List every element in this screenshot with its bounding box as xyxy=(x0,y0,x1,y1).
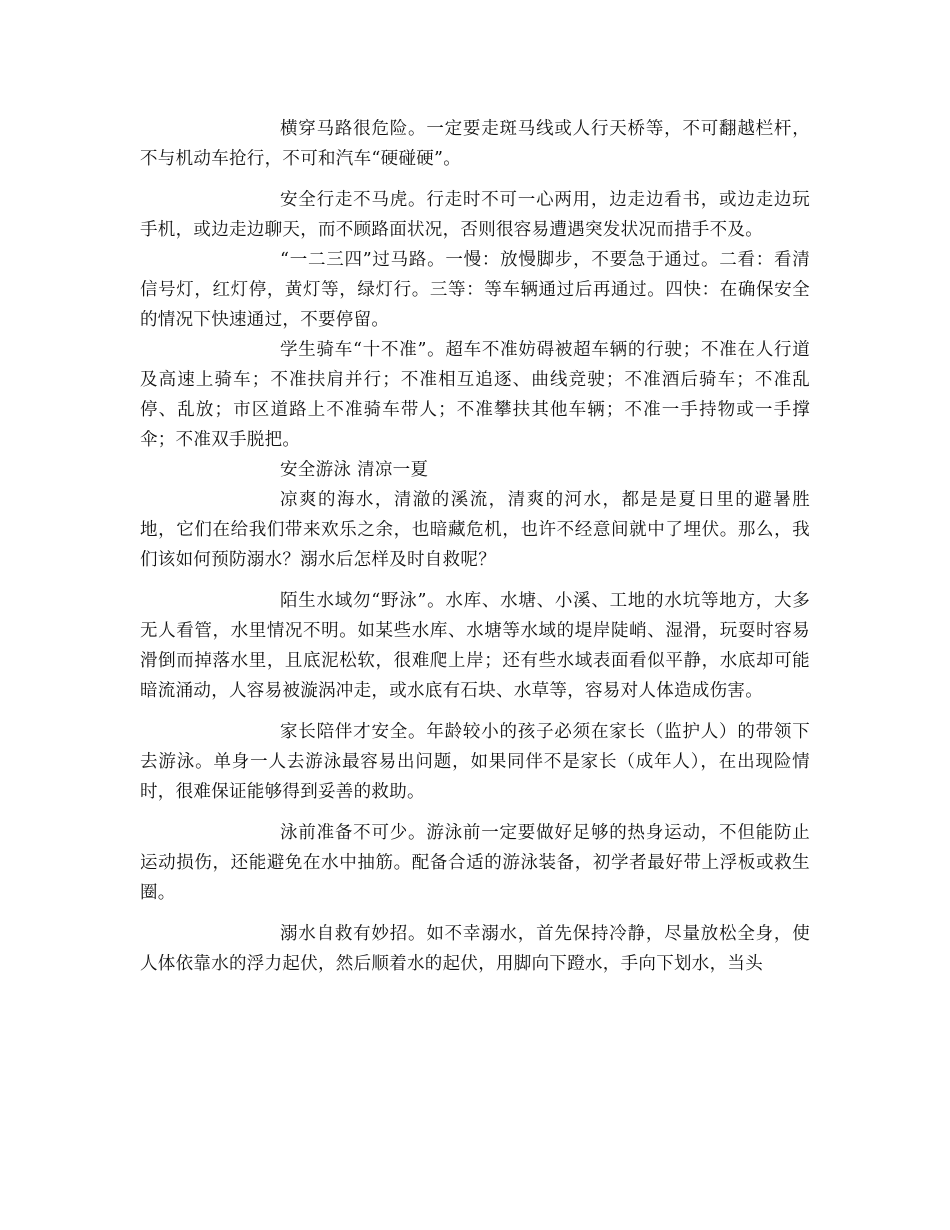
paragraph-wild-swimming: 陌生水域勿“野泳”。水库、水塘、小溪、工地的水坑等地方，大多无人看管，水里情况不明。如某些水库、水塘等水域的堤岸陡峭、湿滑，玩耍时容易滑倒而掉落水里，且底泥松软，很难爬上岸；还有些水域表面看似平静，水底却可能暗流涌动，人容易被漩涡冲走，或水底有石块、水草等，容易对人体造成伤害。 xyxy=(140,591,810,701)
paragraph-preparation: 泳前准备不可少。游泳前一定要做好足够的热身运动，不但能防止运动损伤，还能避免在水中抽筋。配备合适的游泳装备，初学者最好带上浮板或救生圈。 xyxy=(140,823,810,903)
document-body xyxy=(140,114,810,979)
paragraph-walking-safety: 安全行走不马虎。行走时不可一心两用，边走边看书，或边走边玩手机，或边走边聊天，而不顾路面状况，否则很容易遭遇突发状况而措手不及。 xyxy=(140,190,810,240)
paragraph-self-rescue: 溺水自救有妙招。如不幸溺水，首先保持冷静，尽量放松全身，使人体依靠水的浮力起伏，然后顺着水的起伏，用脚向下蹬水，手向下划水，当头 xyxy=(140,924,810,974)
paragraph-swimming-intro: 凉爽的海水，清澈的溪流，清爽的河水，都是是夏日里的避暑胜地，它们在给我们带来欢乐之余，也暗藏危机，也许不经意间就中了埋伏。那么，我们该如何预防溺水？溺水后怎样及时自救呢？ xyxy=(140,490,810,570)
section-heading-swimming: 安全游泳 清凉一夏 xyxy=(280,460,429,480)
paragraph-cycling-rules: 学生骑车“十不准”。超车不准妨碍被超车辆的行驶；不准在人行道及高速上骑车；不准扶肩并行；不准相互追逐、曲线竞驶；不准酒后骑车；不准乱停、乱放；市区道路上不准骑车带人；不准攀扶其他车辆；不准一手持物或一手撑伞；不准双手脱把。 xyxy=(140,340,810,450)
paragraph-parent-company: 家长陪伴才安全。年龄较小的孩子必须在家长（监护人）的带领下去游泳。单身一人去游泳最容易出问题，如果同伴不是家长（成年人），在出现险情时，很难保证能够得到妥善的救助。 xyxy=(140,722,810,802)
paragraph-crossing-road: 横穿马路很危险。一定要走斑马线或人行天桥等，不可翻越栏杆，不与机动车抢行，不可和汽车“硬碰硬”。 xyxy=(140,119,810,169)
paragraph-one-two-three-four: “一二三四”过马路。一慢：放慢脚步，不要急于通过。二看：看清信号灯，红灯停，黄灯等，绿灯行。三等：等车辆通过后再通过。四快：在确保安全的情况下快速通过，不要停留。 xyxy=(140,250,810,330)
